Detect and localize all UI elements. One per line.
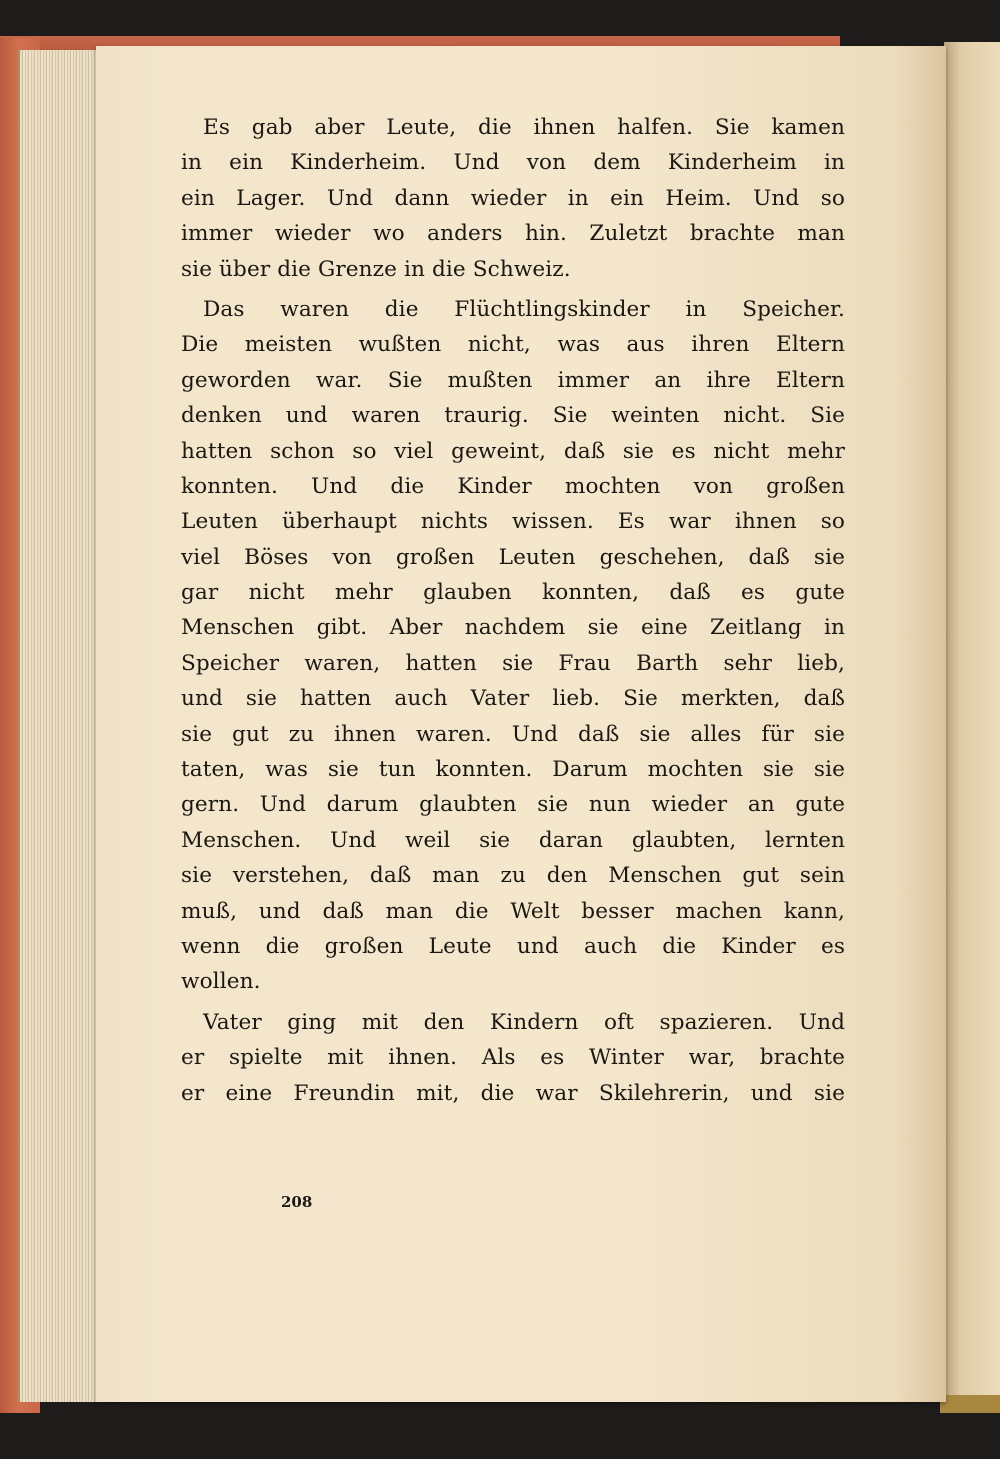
text-line: in ein Kinderheim. Und von dem Kinderheim in [181,150,845,176]
text-line: und sie hatten auch Vater lieb. Sie merkten, daß [181,686,845,712]
facing-page-edge [944,42,1000,1407]
text-line: Vater ging mit den Kindern oft spazieren. Und [203,1009,845,1035]
text-line: viel Böses von großen Leuten geschehen, daß sie [181,544,845,570]
page-text [181,110,845,1111]
text-line: er spielte mit ihnen. Als es Winter war, brachte [181,1045,845,1071]
text-line: muß, und daß man die Welt besser machen kann, [181,898,845,924]
text-line: wollen. [181,969,261,995]
text-line: Menschen gibt. Aber nachdem sie eine Zeitlang in [181,615,845,641]
text-line: denken und waren traurig. Sie weinten nicht. Sie [181,403,845,429]
paragraph [181,110,845,287]
text-line: Es gab aber Leute, die ihnen halfen. Sie kamen [203,115,845,140]
text-line: geworden war. Sie mußten immer an ihre Eltern [181,367,845,393]
text-line: Speicher waren, hatten sie Frau Barth sehr lieb, [181,650,845,676]
text-line: Leuten überhaupt nichts wissen. Es war ihnen so [181,509,845,535]
text-line: gar nicht mehr glauben konnten, daß es gute [181,580,845,606]
paragraph [181,292,845,1000]
text-line: gern. Und darum glaubten sie nun wieder an gute [181,792,845,818]
text-line: Die meisten wußten nicht, was aus ihren Eltern [181,332,845,358]
text-line: Das waren die Flüchtlingskinder in Speicher. [203,296,845,322]
page-number: 208 [281,1193,313,1211]
text-line: sie über die Grenze in die Schweiz. [181,256,571,282]
text-line: immer wieder wo anders hin. Zuletzt brachte man [181,221,845,247]
text-line: Menschen. Und weil sie daran glaubten, lernten [181,827,845,853]
text-line: taten, was sie tun konnten. Darum mochten sie sie [181,757,845,783]
text-line: hatten schon so viel geweint, daß sie es nicht mehr [181,438,845,464]
stacked-page-edges [18,50,100,1402]
paragraph [181,1005,845,1111]
text-line: sie verstehen, daß man zu den Menschen gut sein [181,863,845,889]
text-line: wenn die großen Leute und auch die Kinder es [181,933,845,959]
text-line: er eine Freundin mit, die war Skilehrerin, und sie [181,1080,845,1106]
facing-cover-corner [940,1395,1000,1413]
text-line: ein Lager. Und dann wieder in ein Heim. Und so [181,185,845,211]
text-line: sie gut zu ihnen waren. Und daß sie alles für sie [181,721,845,747]
text-line: konnten. Und die Kinder mochten von großen [181,473,845,499]
